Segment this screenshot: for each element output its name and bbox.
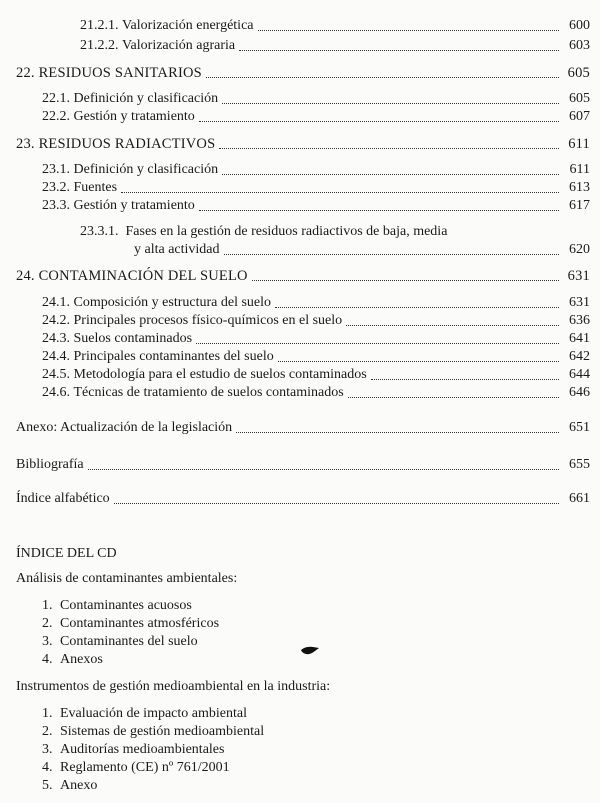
toc-title: Gestión y tratamiento [73,198,195,213]
dot-leader [219,147,559,149]
cd-list-item [42,597,192,615]
dot-leader [121,191,559,193]
toc-page: 636 [569,313,590,328]
cd-item-text: Evaluación de impacto ambiental [60,706,247,721]
toc-row-indice [16,490,590,508]
toc-row-21-2-1 [80,17,590,35]
toc-num: 22.2. [42,109,70,124]
cd-item-number: 1. [42,598,53,613]
toc-page: 646 [569,385,590,400]
toc-row-22-2 [42,108,590,126]
toc-row-23-3 [42,197,590,215]
toc-num: 23.2. [42,180,70,195]
cd-item-text: Reglamento (CE) nº 761/2001 [60,760,230,775]
dot-leader [236,431,559,433]
toc-title: Anexo: Actualización de la legislación [16,420,233,435]
toc-page: 644 [569,367,590,382]
toc-row-24-2 [42,312,590,330]
cd-list-item [42,705,247,723]
dot-leader [196,342,559,344]
toc-row-bibliografia [16,456,590,474]
dot-leader [88,468,559,470]
toc-page: 611 [568,136,590,152]
toc-row-21-2-2 [80,37,590,55]
cd-item-text: Anexos [60,652,103,667]
cd-list-item [42,633,198,651]
toc-title: Gestión y tratamiento [73,109,195,124]
cd-item-number: 3. [42,634,53,649]
toc-title: RESIDUOS SANITARIOS [38,65,202,81]
toc-row-23-2 [42,179,590,197]
cd-item-number: 4. [42,652,53,667]
toc-title: Principales procesos físico-químicos en el suelo [73,313,343,328]
dot-leader [199,120,559,122]
toc-title: CONTAMINACIÓN DEL SUELO [38,268,248,284]
toc-page: 641 [569,331,590,346]
dot-leader [224,253,559,255]
toc-title: Principales contaminantes del suelo [73,349,274,364]
toc-row-22-1 [42,90,590,108]
dot-leader [371,378,559,380]
dot-leader [222,173,559,175]
toc-num: 24.1. [42,295,70,310]
toc-page: 661 [569,491,590,506]
toc-page: 631 [567,268,590,284]
cd-item-number: 2. [42,724,53,739]
cd-index-title: ÍNDICE DEL CD [16,546,117,561]
cd-item-number: 3. [42,742,53,757]
dot-leader [346,324,559,326]
toc-title: RESIDUOS RADIACTIVOS [38,136,216,152]
toc-title: Técnicas de tratamiento de suelos contaminados [73,385,344,400]
cd-section-heading: Análisis de contaminantes ambientales: [16,571,238,586]
dot-leader [114,502,559,504]
toc-row-24-1 [42,294,590,312]
toc-num: 23.3. [42,198,70,213]
cd-list-item [42,615,219,633]
cd-item-text: Contaminantes atmosféricos [60,616,220,631]
toc-page: 617 [569,198,590,213]
toc-title: y alta actividad [134,242,220,257]
toc-row-anexo [16,419,590,437]
toc-page: 655 [569,457,590,472]
toc-title: Índice alfabético [16,491,110,506]
dot-leader [275,306,559,308]
cd-list-item [42,723,264,741]
cd-item-number: 4. [42,760,53,775]
cd-item-number: 2. [42,616,53,631]
toc-row-24-4 [42,348,590,366]
ink-smudge [300,645,320,657]
toc-page: 605 [569,91,590,106]
dot-leader [206,76,559,78]
toc-title: Valorización energética [122,18,254,33]
dot-leader [222,102,559,104]
toc-page: 642 [569,349,590,364]
toc-page: 605 [567,65,590,81]
cd-list-item [42,741,224,759]
dot-leader [348,396,559,398]
toc-row-24-3 [42,330,590,348]
toc-title: Fuentes [73,180,118,195]
toc-num: 24.5. [42,367,70,382]
cd-section-heading: Instrumentos de gestión medioambiental en la industria: [16,679,331,694]
toc-chapter-24 [16,267,590,285]
toc-row-23-3-1-line1 [80,223,447,241]
cd-list-item [42,651,103,669]
toc-title: Metodología para el estudio de suelos contaminados [73,367,367,382]
toc-chapter-22 [16,64,590,82]
toc-num: 24.3. [42,331,70,346]
toc-num: 22.1. [42,91,70,106]
toc-num: 24.6. [42,385,70,400]
cd-item-number: 5. [42,778,53,793]
cd-item-text: Anexo [60,778,98,793]
cd-item-text: Contaminantes acuosos [60,598,192,613]
toc-page: 603 [569,38,590,53]
cd-list-item [42,759,230,777]
toc-page: 631 [569,295,590,310]
toc-title: Composición y estructura del suelo [73,295,272,310]
dot-leader [199,209,559,211]
toc-title: Definición y clasificación [73,162,219,177]
toc-num: 24.2. [42,313,70,328]
toc-page: 611 [569,162,590,177]
cd-item-text: Sistemas de gestión medioambiental [60,724,265,739]
toc-num: 22. [16,65,35,81]
toc-page: 600 [569,18,590,33]
cd-item-number: 1. [42,706,53,721]
toc-page: 607 [569,109,590,124]
dot-leader [278,360,559,362]
toc-row-24-5 [42,366,590,384]
toc-page: 651 [569,420,590,435]
toc-num: 24.4. [42,349,70,364]
toc-page: 613 [569,180,590,195]
cd-item-text: Auditorías medioambientales [60,742,225,757]
toc-title: Valorización agraria [122,38,236,53]
dot-leader [258,29,559,31]
toc-title: Definición y clasificación [73,91,219,106]
toc-row-23-1 [42,161,590,179]
toc-row-23-3-1-line2 [134,241,590,259]
toc-num: 21.2.2. [80,38,119,53]
toc-num: 23.1. [42,162,70,177]
cd-list-item [42,777,97,795]
toc-row-24-6 [42,384,590,402]
toc-num: 23. [16,136,35,152]
toc-chapter-23 [16,135,590,153]
toc-num: 23.3.1. [80,224,119,239]
toc-num: 21.2.1. [80,18,119,33]
toc-title: Suelos contaminados [73,331,193,346]
toc-num: 24. [16,268,35,284]
toc-title: Fases en la gestión de residuos radiactivos de baja, media [125,224,448,239]
dot-leader [239,49,559,51]
toc-title: Bibliografía [16,457,84,472]
dot-leader [252,279,559,281]
toc-page: 620 [569,242,590,257]
cd-item-text: Contaminantes del suelo [60,634,198,649]
